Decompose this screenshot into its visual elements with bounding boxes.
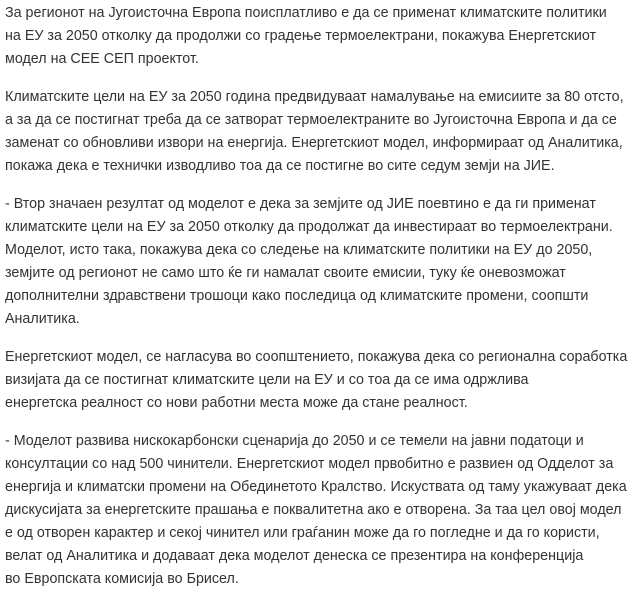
paragraph-line: Аналитика. — [5, 311, 80, 327]
paragraph-line: земјите од регионот не само што ќе ги намалат своите емисии, туку ќе оневозможат — [5, 265, 566, 281]
paragraph-line: Климатските цели на ЕУ за 2050 година предвидуваат намалување на емисиите за 80 отсто, — [5, 89, 624, 105]
paragraph-line: Моделот, исто така, покажува дека со следење на климатските политики на ЕУ до 2050, — [5, 242, 593, 258]
paragraph-line: За регионот на Југоисточна Европа поисплатливо е да се применат климатските политики — [5, 5, 607, 21]
paragraph-2 — [5, 86, 630, 178]
paragraph-line: дополнителни здравствени трошоци како последица од климатските промени, соопшти — [5, 288, 589, 304]
paragraph-line: во Европската комисија во Брисел. — [5, 571, 239, 587]
paragraph-line: покажа дека е технички изводливо тоа да се постигне во сите седум земји на ЈИЕ. — [5, 158, 555, 174]
paragraph-4 — [5, 346, 630, 415]
paragraph-line: - Втор значаен резултат од моделот е дека за земјите од ЈИЕ поевтино е да ги применат — [5, 196, 596, 212]
paragraph-line: енергетска реалност со нови работни места може да стане реалност. — [5, 395, 468, 411]
paragraph-line: Енергетскиот модел, се нагласува во соопштението, покажува дека со регионална соработка — [5, 349, 628, 365]
paragraph-line: на ЕУ за 2050 отколку да продолжи со градење термоелектрани, покажува Енергетскиот — [5, 28, 597, 44]
paragraph-line: заменат со обновливи извори на енергија. Енергетскиот модел, информираат од Аналитика, — [5, 135, 623, 151]
paragraph-1 — [5, 2, 630, 71]
paragraph-line: - Моделот развива нискокарбонски сценарија до 2050 и се темели на јавни податоци и — [5, 433, 584, 449]
paragraph-3 — [5, 193, 630, 331]
paragraph-line: модел на СЕЕ СЕП проектот. — [5, 51, 199, 67]
paragraph-line: консултации со над 500 чинители. Енергетскиот модел првобитно е развиен од Одделот за — [5, 456, 614, 472]
paragraph-5 — [5, 430, 630, 591]
paragraph-line: визијата да се постигнат климатските цели на ЕУ и со тоа да се има одржлива — [5, 372, 529, 388]
paragraph-line: а за да се постигнат треба да се затворат термоелектраните во Југоисточна Европа и да се — [5, 112, 617, 128]
paragraph-line: велат од Аналитика и додаваат дека моделот денеска се презентира на конференција — [5, 548, 584, 564]
paragraph-line: дискусијата за енергетските прашања е поквалитетна ако е отворена. За таа цел овој модел — [5, 502, 622, 518]
paragraph-line: енергија и климатски промени на Обединетото Кралство. Искуствата од таму укажуваат дека — [5, 479, 627, 495]
paragraph-line: е од отворен карактер и секој чинител или граѓанин може да го погледне и да го користи, — [5, 525, 600, 541]
paragraph-line: климатските цели на ЕУ за 2050 отколку да продолжат да инвестираат во термоелектрани. — [5, 219, 613, 235]
